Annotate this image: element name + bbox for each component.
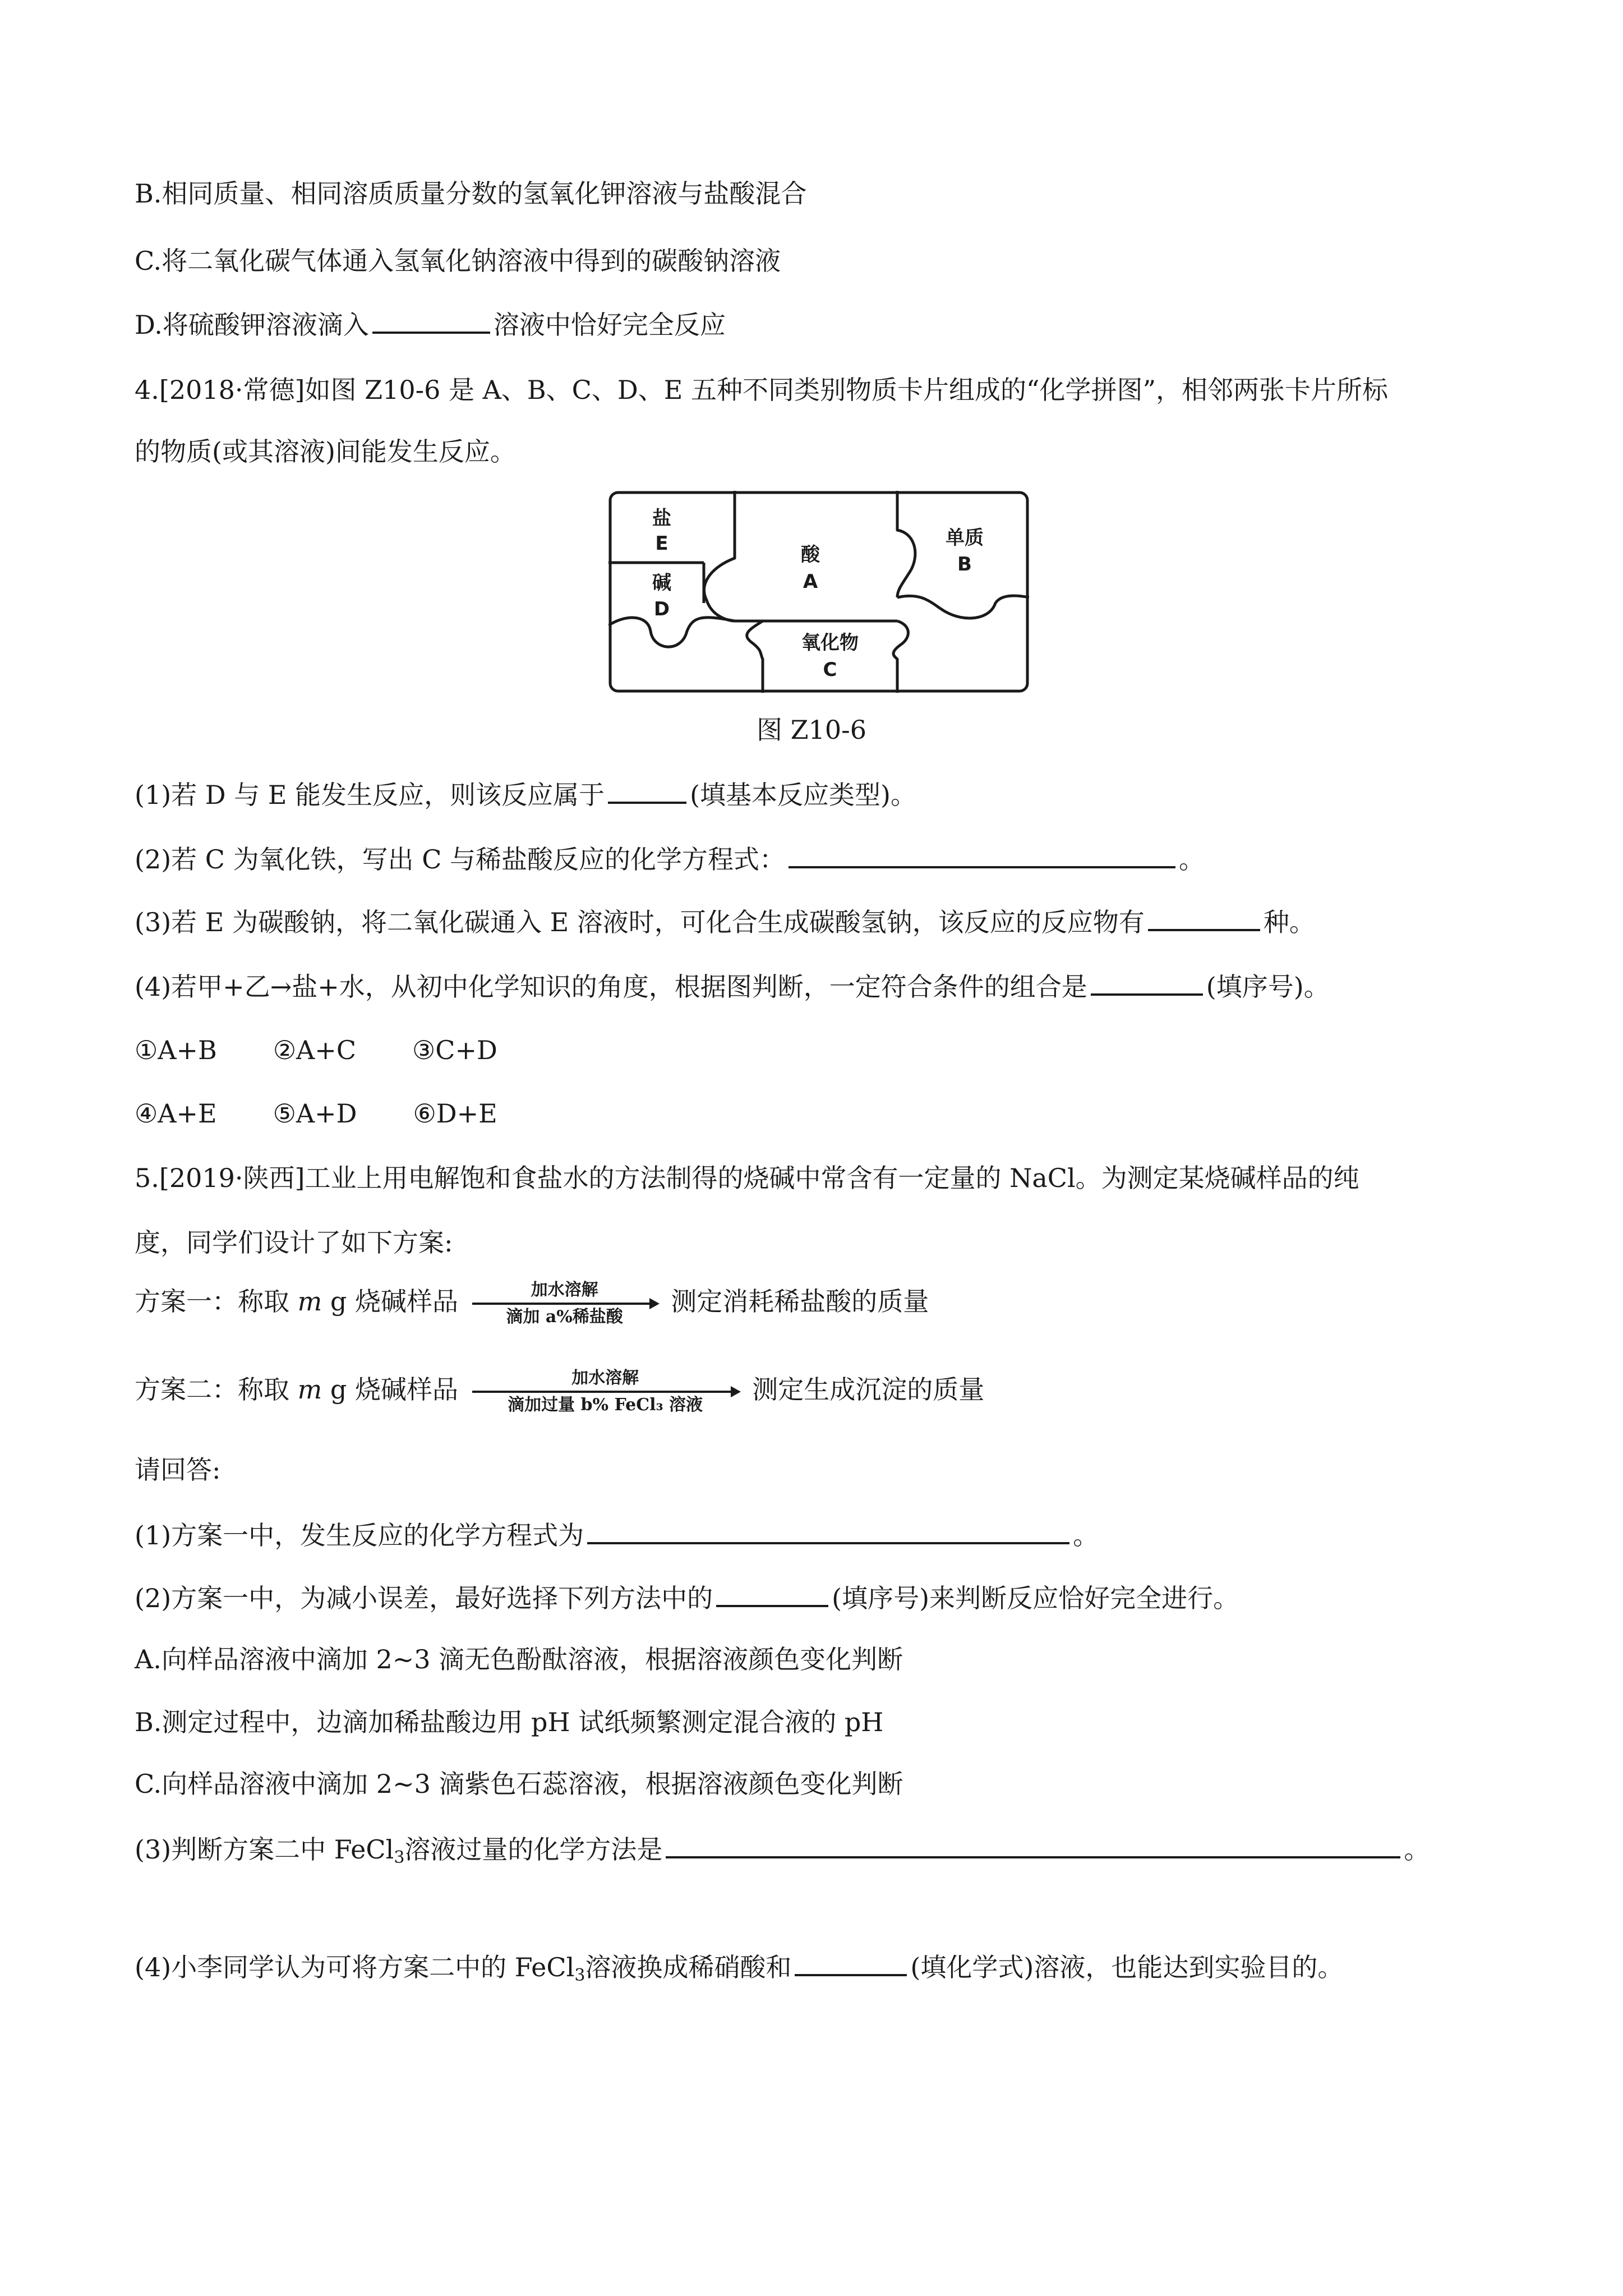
q4-part4-pre: (4)若甲+乙→盐+水，从初中化学知识的角度，根据图判断，一定符合条件的组合是 <box>135 972 1087 1002</box>
plan1-pre: 方案一：称取 <box>135 1286 289 1317</box>
plan2-mid: g 烧碱样品 <box>322 1374 458 1405</box>
figure-frame <box>610 493 1027 691</box>
q4-part1-post: (填基本反应类型)。 <box>690 780 917 810</box>
q5-part4 <box>135 1949 1343 1993</box>
plan1-arrow-top: 加水溶解 <box>531 1280 598 1300</box>
choice-item: ③C+D <box>412 1035 497 1065</box>
choice-item: ①A+B <box>135 1035 217 1065</box>
q4-choices-row2 <box>135 1097 554 1130</box>
card-e-label: 盐 <box>652 507 671 530</box>
card-a-label: 酸 <box>801 544 820 566</box>
card-d-label: 碱 <box>652 572 671 594</box>
figure-caption: 图 Z10-6 <box>757 715 866 745</box>
plan1-post: 测定消耗稀盐酸的质量 <box>671 1286 929 1317</box>
q4-stem-line2: 的物质(或其溶液)间能发生反应。 <box>135 436 516 467</box>
plan2-reaction-arrow <box>472 1367 739 1416</box>
q3-option-d-post: 溶液中恰好完全反应 <box>493 310 726 340</box>
card-d-letter: D <box>653 598 670 620</box>
q5-option-b: B.测定过程中，边滴加稀盐酸边用 pH 试纸频繁测定混合液的 pH <box>135 1707 884 1737</box>
plan2-post: 测定生成沉淀的质量 <box>752 1374 985 1405</box>
plan1-mid: g 烧碱样品 <box>322 1286 458 1317</box>
q4-choices-row1 <box>135 1033 554 1067</box>
q5-part3-mid: 溶液过量的化学方法是 <box>404 1834 663 1865</box>
answer-blank[interactable] <box>1091 969 1203 996</box>
q5-part3-subscript: 3 <box>394 1848 405 1867</box>
choice-item: ⑥D+E <box>413 1098 497 1129</box>
card-c-letter: C <box>823 659 837 681</box>
arrow-icon <box>472 1391 739 1393</box>
q5-stem-line1: 5.[2019·陕西]工业上用电解饱和食盐水的方法制得的烧碱中常含有一定量的 NaCl。为测定某烧碱样品的纯 <box>135 1163 1359 1193</box>
divider-a-right <box>897 491 915 597</box>
plan1-reaction-arrow <box>472 1279 657 1328</box>
q3-option-d-pre: D.将硫酸钾溶液滴入 <box>135 310 369 340</box>
chemistry-puzzle-figure <box>608 491 1029 693</box>
q4-part2-post: 。 <box>1179 844 1205 875</box>
answer-blank[interactable] <box>608 777 686 804</box>
answer-blank[interactable] <box>1148 904 1260 931</box>
choice-item: ④A+E <box>135 1098 217 1129</box>
q5-part3 <box>135 1832 1430 1875</box>
divider-c-left <box>747 621 763 693</box>
q4-part1 <box>135 777 916 812</box>
choice-item: ⑤A+D <box>273 1098 357 1129</box>
q4-part3-post: 种。 <box>1263 907 1315 937</box>
choice-item: ②A+C <box>273 1035 357 1065</box>
q5-ask: 请回答: <box>135 1455 221 1485</box>
q5-stem-line2: 度，同学们设计了如下方案: <box>135 1227 453 1258</box>
q3-option-d <box>135 307 726 342</box>
q5-part4-post: (填化学式)溶液，也能达到实验目的。 <box>910 1952 1344 1982</box>
q4-part1-pre: (1)若 D 与 E 能发生反应，则该反应属于 <box>135 780 605 810</box>
card-b-letter: B <box>957 553 972 576</box>
q5-part3-post: 。 <box>1404 1834 1430 1865</box>
answer-blank[interactable] <box>795 1949 907 1976</box>
q5-part4-mid: 溶液换成稀硝酸和 <box>585 1952 792 1982</box>
plan2-arrow-top: 加水溶解 <box>571 1368 639 1388</box>
answer-blank[interactable] <box>372 307 490 334</box>
answer-blank[interactable] <box>666 1832 1400 1858</box>
answer-blank[interactable] <box>587 1517 1069 1544</box>
q4-part4 <box>135 969 1330 1004</box>
card-e-letter: E <box>655 532 668 555</box>
plan2-mass-var: m <box>297 1374 322 1405</box>
q5-part1-pre: (1)方案一中，发生反应的化学方程式为 <box>135 1520 584 1550</box>
q5-part2-post: (填序号)来判断反应恰好完全进行。 <box>832 1583 1239 1613</box>
divider-a-left <box>704 491 735 621</box>
card-b-label: 单质 <box>946 527 984 549</box>
plan1-arrow-bottom: 滴加 a%稀盐酸 <box>506 1307 623 1327</box>
q5-option-a: A.向样品溶液中滴加 2~3 滴无色酚酞溶液，根据溶液颜色变化判断 <box>135 1644 903 1674</box>
plan2-arrow-bottom: 滴加过量 b% FeCl₃ 溶液 <box>508 1395 703 1415</box>
q5-plan2 <box>135 1364 984 1416</box>
q3-option-c: C.将二氧化碳气体通入氢氧化钠溶液中得到的碳酸钠溶液 <box>135 246 781 276</box>
q5-part4-pre: (4)小李同学认为可将方案二中的 FeCl <box>135 1952 575 1982</box>
q4-part4-post: (填序号)。 <box>1206 972 1330 1002</box>
arrow-icon <box>472 1303 657 1305</box>
q4-stem-line1: 4.[2018·常德]如图 Z10-6 是 A、B、C、D、E 五种不同类别物质卡片组成的“化学拼图”，相邻两张卡片所标 <box>135 375 1388 405</box>
q5-part2-pre: (2)方案一中，为减小误差，最好选择下列方法中的 <box>135 1583 713 1613</box>
q3-option-b: B.相同质量、相同溶质质量分数的氢氧化钾溶液与盐酸混合 <box>135 178 807 209</box>
q5-option-c: C.向样品溶液中滴加 2~3 滴紫色石蕊溶液，根据溶液颜色变化判断 <box>135 1769 903 1799</box>
q5-part2 <box>135 1580 1239 1615</box>
q4-part2-pre: (2)若 C 为氧化铁，写出 C 与稀盐酸反应的化学方程式： <box>135 844 786 875</box>
q5-part4-subscript: 3 <box>574 1966 585 1985</box>
answer-blank[interactable] <box>716 1580 828 1607</box>
answer-blank[interactable] <box>789 841 1175 868</box>
q4-part3 <box>135 904 1315 939</box>
card-c-label: 氧化物 <box>801 632 859 654</box>
card-a-letter: A <box>803 570 818 593</box>
plan1-mass-var: m <box>297 1286 322 1317</box>
plan2-pre: 方案二：称取 <box>135 1374 289 1405</box>
q5-part3-pre: (3)判断方案二中 FeCl <box>135 1834 394 1865</box>
q4-part2 <box>135 841 1205 876</box>
q5-plan1 <box>135 1276 929 1328</box>
divider-d-bottom <box>608 618 735 647</box>
q5-part1 <box>135 1517 1099 1552</box>
divider-b-bottom <box>897 596 1029 618</box>
q5-part1-post: 。 <box>1073 1520 1099 1550</box>
divider-c-right <box>893 621 908 693</box>
q4-part3-pre: (3)若 E 为碳酸钠，将二氧化碳通入 E 溶液时，可化合生成碳酸氢钠，该反应的反应物有 <box>135 907 1145 937</box>
